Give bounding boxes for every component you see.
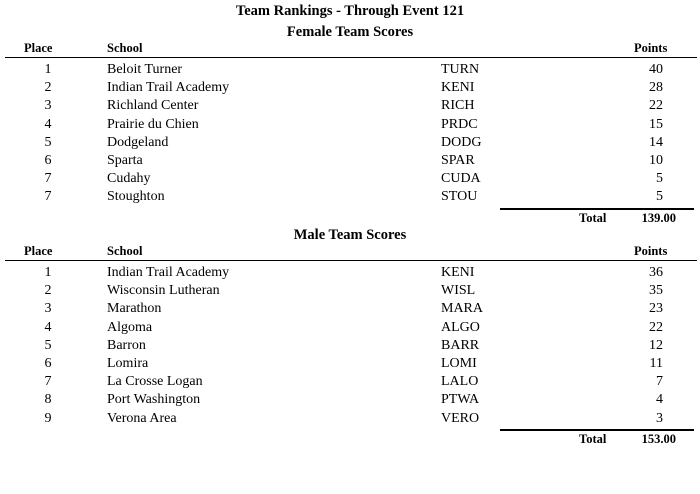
- team-place: 7: [44, 189, 52, 205]
- male-section-title: Male Team Scores: [293, 227, 407, 243]
- team-school: Stoughton: [107, 189, 165, 205]
- team-points: 4: [656, 392, 663, 408]
- male-header-points: Points: [634, 244, 668, 258]
- male-header-school: School: [107, 244, 143, 258]
- team-school: Barron: [107, 337, 146, 353]
- team-school: Lomira: [107, 356, 149, 371]
- female-header-school: School: [107, 41, 143, 55]
- team-place: 1: [44, 62, 52, 77]
- team-school: Port Washington: [107, 392, 201, 408]
- male-total-rule: [500, 429, 694, 431]
- team-code: LALO: [441, 374, 479, 390]
- team-place: 6: [44, 153, 52, 168]
- team-points: 22: [649, 319, 663, 335]
- team-code: PTWA: [441, 392, 480, 408]
- team-school: Indian Trail Academy: [107, 80, 230, 96]
- female-header-rule: [5, 57, 697, 58]
- page-title: Team Rankings - Through Event 121: [235, 3, 465, 19]
- team-points: 35: [649, 283, 663, 299]
- team-school: Prairie du Chien: [107, 116, 199, 132]
- team-place: 5: [44, 134, 52, 150]
- female-section-title: Female Team Scores: [286, 24, 414, 40]
- team-place: 3: [44, 98, 52, 114]
- team-place: 6: [44, 356, 52, 371]
- team-points: 12: [649, 337, 663, 353]
- team-points: 36: [649, 265, 663, 280]
- female-header-place: Place: [24, 41, 53, 55]
- female-total-value: 139.00: [641, 211, 676, 225]
- team-code: KENI: [441, 265, 475, 280]
- team-points: 5: [656, 189, 663, 205]
- team-place: 2: [44, 283, 52, 299]
- team-school: Algoma: [107, 319, 153, 335]
- team-school: Richland Center: [107, 98, 199, 114]
- team-school: Dodgeland: [107, 134, 169, 150]
- team-points: 22: [649, 98, 663, 114]
- team-school: Verona Area: [107, 410, 177, 426]
- team-points: 40: [649, 62, 663, 77]
- team-place: 4: [44, 116, 52, 132]
- team-place: 7: [44, 374, 52, 390]
- team-code: PRDC: [441, 116, 478, 132]
- team-school: Indian Trail Academy: [107, 265, 230, 280]
- team-points: 15: [649, 116, 663, 132]
- team-school: La Crosse Logan: [107, 374, 203, 390]
- team-code: MARA: [441, 301, 484, 317]
- team-school: Marathon: [107, 301, 162, 317]
- team-code: KENI: [441, 80, 475, 96]
- team-points: 3: [656, 410, 663, 426]
- team-place: 1: [44, 265, 52, 280]
- team-code: BARR: [441, 337, 480, 353]
- female-total-rule: [500, 208, 694, 210]
- male-header-place: Place: [24, 244, 53, 258]
- male-total-value: 153.00: [641, 432, 676, 446]
- team-place: 3: [44, 301, 52, 317]
- team-place: 8: [44, 392, 52, 408]
- team-code: ALGO: [441, 319, 480, 335]
- team-code: RICH: [441, 98, 475, 114]
- team-code: DODG: [441, 134, 482, 150]
- female-total-label: Total: [579, 211, 607, 225]
- team-place: 9: [44, 410, 52, 426]
- team-points: 23: [649, 301, 663, 317]
- team-code: LOMI: [441, 356, 477, 371]
- team-school: Cudahy: [107, 171, 151, 187]
- team-code: CUDA: [441, 171, 481, 187]
- team-school: Wisconsin Lutheran: [107, 283, 220, 299]
- team-points: 7: [656, 374, 663, 390]
- team-points: 14: [649, 134, 663, 150]
- team-school: Sparta: [107, 153, 143, 168]
- team-code: STOU: [441, 189, 478, 205]
- team-points: 28: [649, 80, 663, 96]
- male-header-rule: [5, 260, 697, 261]
- team-points: 11: [649, 356, 663, 371]
- team-code: VERO: [441, 410, 480, 426]
- team-school: Beloit Turner: [107, 62, 183, 77]
- team-place: 2: [44, 80, 52, 96]
- team-place: 5: [44, 337, 52, 353]
- team-place: 7: [44, 171, 52, 187]
- team-code: SPAR: [441, 153, 475, 168]
- team-points: 10: [649, 153, 663, 168]
- team-code: TURN: [441, 62, 480, 77]
- female-header-points: Points: [634, 41, 668, 55]
- team-place: 4: [44, 319, 52, 335]
- team-points: 5: [656, 171, 663, 187]
- team-code: WISL: [441, 283, 476, 299]
- male-total-label: Total: [579, 432, 607, 446]
